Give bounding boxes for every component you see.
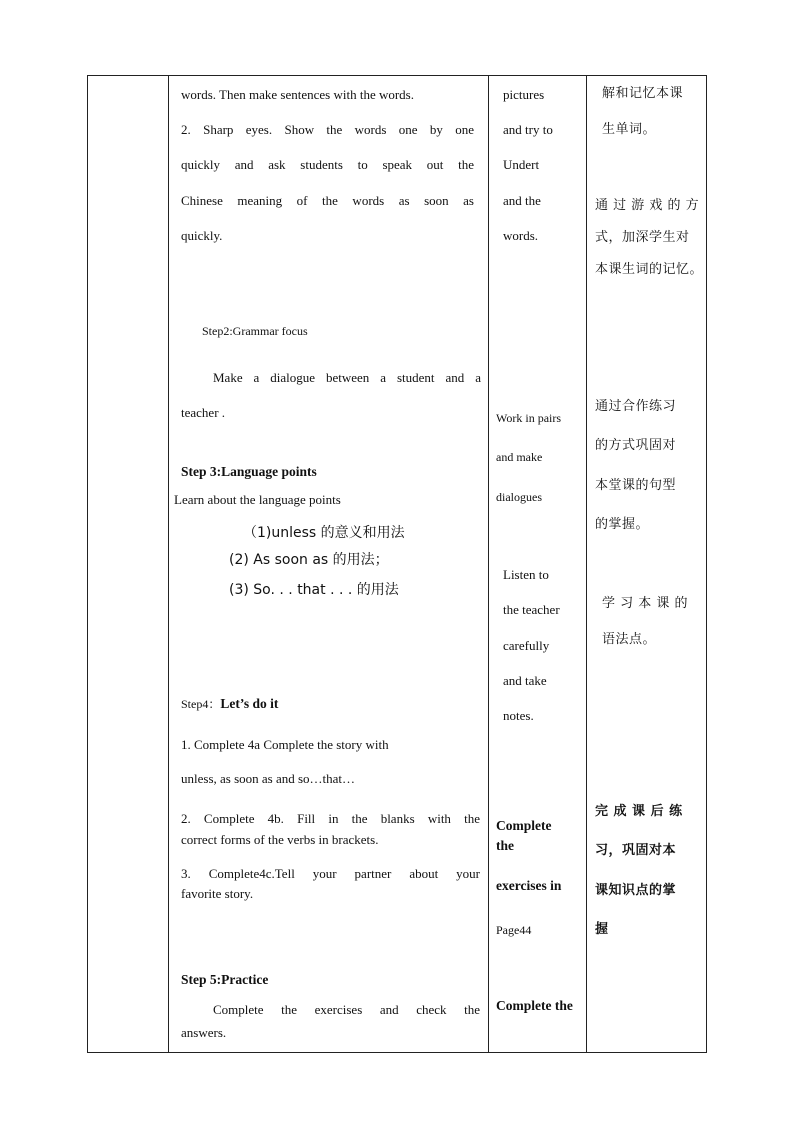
student-line: words. bbox=[503, 228, 539, 243]
purpose-line: 生单词。 bbox=[602, 122, 657, 137]
language-point: (3) So. . . that . . . 的用法 bbox=[229, 582, 399, 598]
student-page-ref: Page44 bbox=[496, 923, 532, 937]
lesson-plan-table bbox=[87, 75, 707, 1053]
step4-item1-line: unless, as soon as and so…that… bbox=[181, 771, 356, 786]
purpose-line: 通过合作练习 bbox=[595, 399, 677, 414]
purpose-line: 解和记忆本课 bbox=[602, 86, 684, 101]
purpose-line: 的掌握。 bbox=[595, 517, 650, 532]
step4-item2-line: correct forms of the verbs in brackets. bbox=[181, 832, 379, 847]
student-line: and take bbox=[503, 673, 547, 688]
step2-title: Step2:Grammar focus bbox=[202, 324, 308, 338]
student-line: exercises in bbox=[496, 878, 562, 893]
column-divider bbox=[586, 76, 587, 1052]
sharp-eyes-line: Chinese meaning of the words as soon as bbox=[181, 193, 474, 208]
step4-item3-line: favorite story. bbox=[181, 886, 254, 901]
student-line: Undert bbox=[503, 157, 540, 172]
step5-title: Step 5:Practice bbox=[181, 972, 269, 987]
purpose-line: 通 过 游 戏 的 方 bbox=[595, 198, 700, 213]
intro-line: words. Then make sentences with the words. bbox=[181, 87, 414, 102]
language-point: （1)unless 的意义和用法 bbox=[243, 525, 405, 541]
step4-heading bbox=[181, 695, 278, 713]
column-divider bbox=[488, 76, 489, 1052]
student-line: Work in pairs bbox=[496, 411, 562, 425]
student-line: dialogues bbox=[496, 490, 542, 504]
step3-intro: Learn about the language points bbox=[174, 492, 341, 507]
purpose-line: 语法点。 bbox=[602, 632, 657, 647]
student-line: Listen to bbox=[503, 567, 549, 582]
sharp-eyes-line: 2. Sharp eyes. Show the words one by one bbox=[181, 122, 474, 137]
step4-prefix: Step4： bbox=[181, 697, 221, 711]
step3-title: Step 3:Language points bbox=[181, 464, 317, 479]
student-line: and make bbox=[496, 450, 543, 464]
student-line: Complete bbox=[496, 818, 552, 833]
purpose-line: 习，巩固对本 bbox=[595, 843, 677, 858]
purpose-line: 本堂课的句型 bbox=[595, 478, 677, 493]
step5-line: Complete the exercises and check the bbox=[213, 1002, 480, 1017]
step4-item1-line: 1. Complete 4a Complete the story with bbox=[181, 737, 389, 752]
student-line: the bbox=[496, 838, 514, 853]
sharp-eyes-line: quickly. bbox=[181, 228, 223, 243]
language-point: (2) As soon as 的用法； bbox=[229, 552, 389, 568]
student-line: Complete the bbox=[496, 998, 573, 1013]
purpose-line: 的方式巩固对 bbox=[595, 438, 677, 453]
step4-item3-line: 3. Complete4c.Tell your partner about your bbox=[181, 866, 480, 881]
purpose-line: 握 bbox=[595, 922, 609, 937]
step2-line: teacher . bbox=[181, 405, 226, 420]
step4-title: Let’s do it bbox=[220, 696, 279, 711]
purpose-line: 式，加深学生对 bbox=[595, 230, 690, 245]
student-line: the teacher bbox=[503, 602, 560, 617]
student-line: and the bbox=[503, 193, 541, 208]
student-line: pictures bbox=[503, 87, 545, 102]
column-divider bbox=[168, 76, 169, 1052]
student-line: carefully bbox=[503, 638, 550, 653]
sharp-eyes-line: quickly and ask students to speak out the bbox=[181, 157, 474, 172]
purpose-line: 完 成 课 后 练 bbox=[595, 804, 683, 819]
purpose-line: 课知识点的掌 bbox=[595, 883, 677, 898]
step2-line: Make a dialogue between a student and a bbox=[213, 370, 481, 385]
student-line: and try to bbox=[503, 122, 553, 137]
purpose-line: 本课生词的记忆。 bbox=[595, 262, 704, 277]
purpose-line: 学 习 本 课 的 bbox=[602, 596, 689, 611]
step5-line: answers. bbox=[181, 1025, 227, 1040]
student-line: notes. bbox=[503, 708, 534, 723]
step4-item2-line: 2. Complete 4b. Fill in the blanks with the bbox=[181, 811, 480, 826]
